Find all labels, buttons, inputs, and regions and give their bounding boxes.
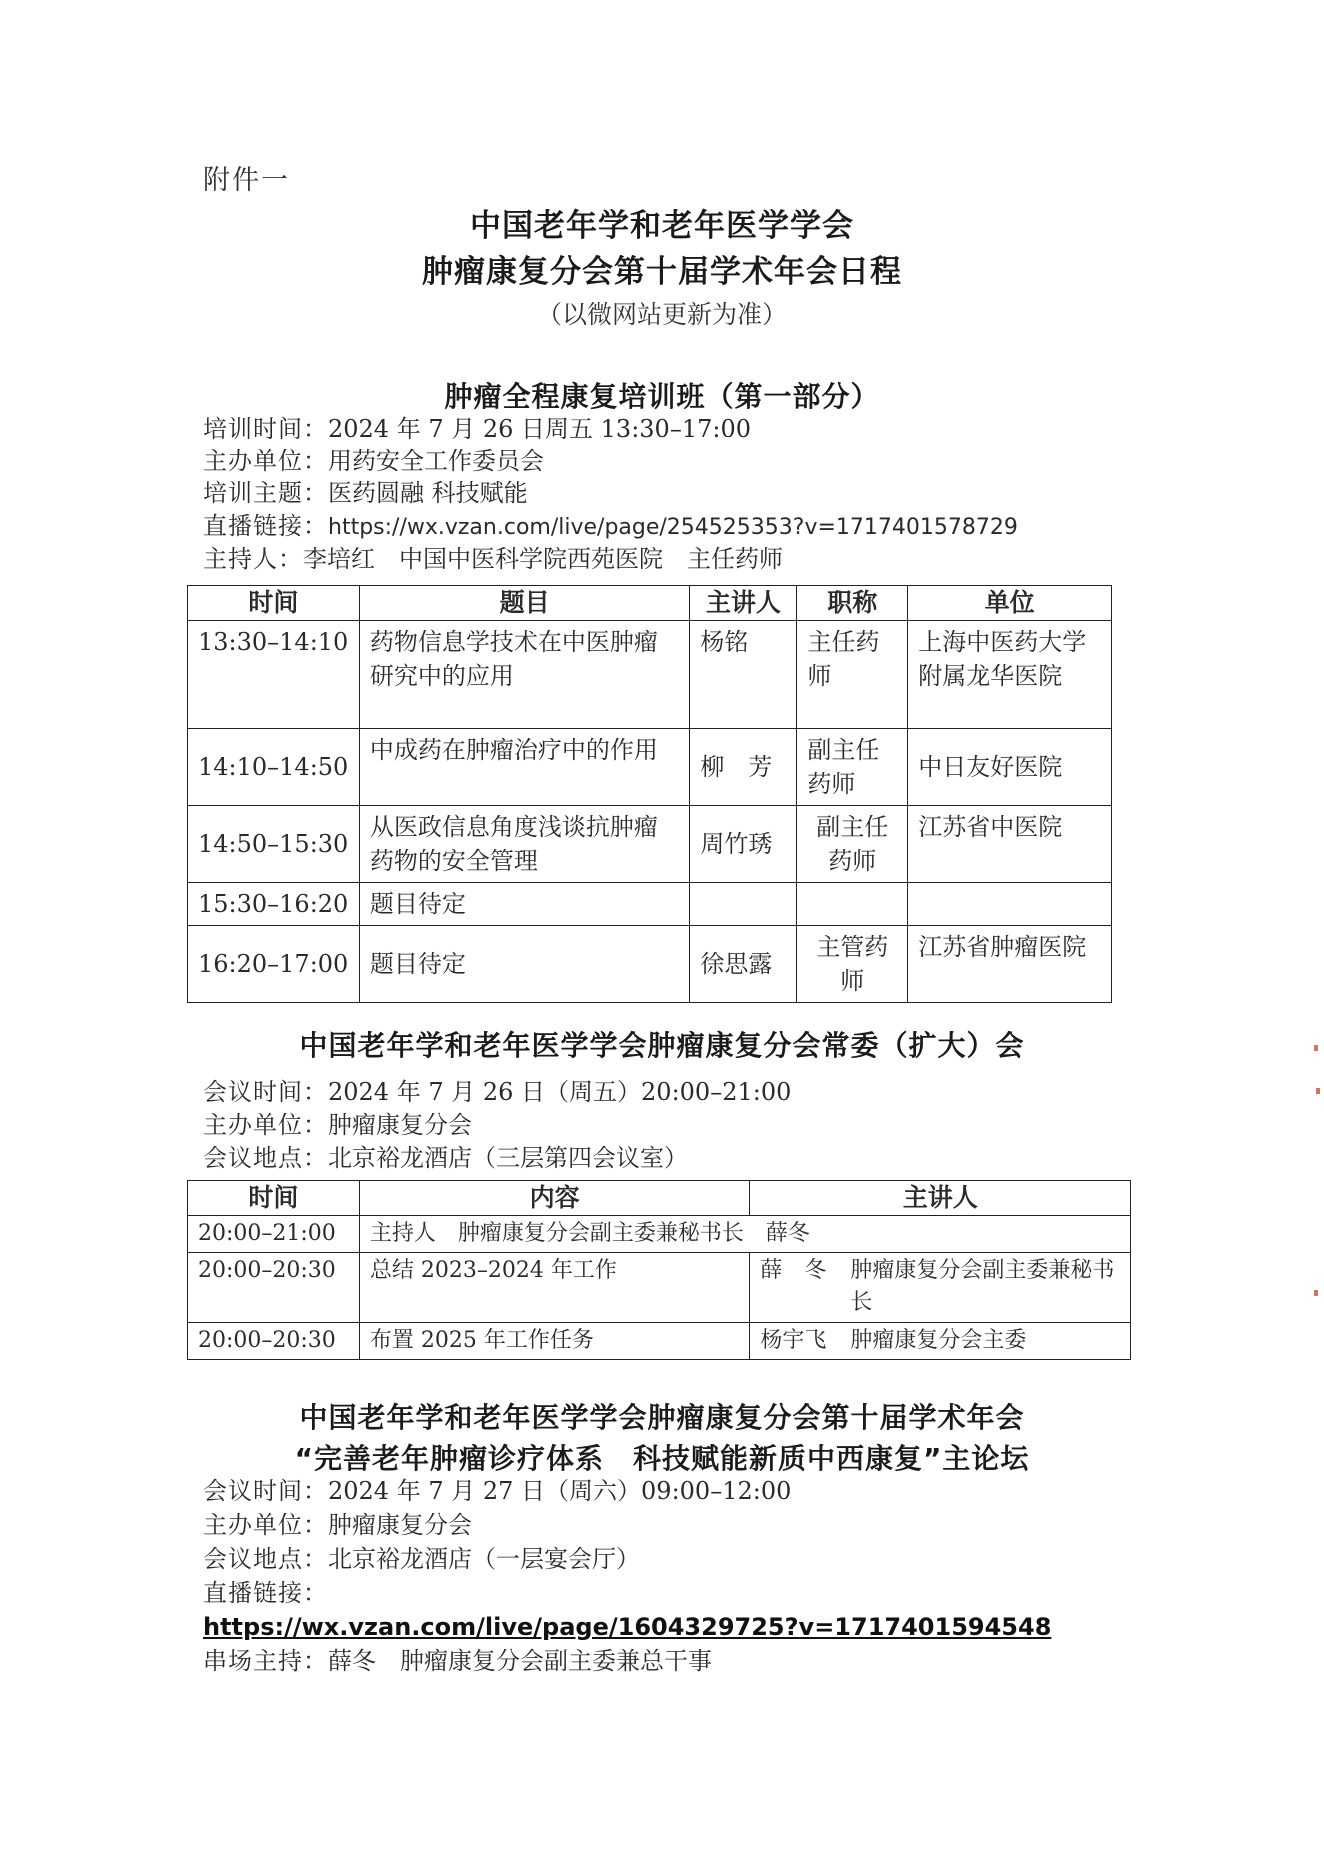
topic-cell: 从医政信息角度浅谈抗肿瘤药物的安全管理 xyxy=(359,806,690,883)
section2-title: 中国老年学和老年医学学会肿瘤康复分会常委（扩大）会 xyxy=(299,1029,1025,1062)
info-label: 直播链接： xyxy=(203,1579,328,1607)
section3-title-line1: 中国老年学和老年医学学会肿瘤康复分会第十届学术年会 xyxy=(299,1401,1025,1434)
unit-cell: 中日友好医院 xyxy=(908,729,1112,806)
speaker-cell xyxy=(750,1323,1131,1360)
info-value: 肿瘤康复分会 xyxy=(328,1111,472,1139)
header-cell: 单位 xyxy=(908,586,1112,621)
info-label: 主持人： xyxy=(203,545,303,573)
table-header-row xyxy=(188,586,1112,621)
info-value: 北京裕龙酒店（三层第四会议室） xyxy=(328,1144,688,1172)
header-cell: 内容 xyxy=(359,1181,750,1216)
section3-info-host xyxy=(203,1645,712,1677)
section2-info-location xyxy=(203,1142,688,1174)
info-label: 会议地点： xyxy=(203,1545,328,1573)
section3-info-time xyxy=(203,1475,791,1507)
header-cell: 主讲人 xyxy=(750,1181,1131,1216)
info-value: 北京裕龙酒店（一层宴会厅） xyxy=(328,1545,640,1573)
speaker-cell: 周竹琇 xyxy=(690,806,797,883)
info-label: 主办单位： xyxy=(203,1511,328,1539)
scan-speck xyxy=(1314,1045,1318,1051)
info-label: 串场主持： xyxy=(203,1647,328,1675)
time-cell: 14:10–14:50 xyxy=(188,729,360,806)
unit-cell xyxy=(908,883,1112,926)
info-value: 用药安全工作委员会 xyxy=(328,447,544,475)
time-cell: 13:30–14:10 xyxy=(188,621,360,729)
table-row xyxy=(188,1253,1131,1323)
section3-title-line2: “完善老年肿瘤诊疗体系 科技赋能新质中西康复”主论坛 xyxy=(294,1442,1030,1475)
info-label: 培训主题： xyxy=(203,479,328,507)
content-cell: 布置 2025 年工作任务 xyxy=(359,1323,750,1360)
section1-info-time xyxy=(203,413,751,445)
table-row xyxy=(188,883,1112,926)
table-row xyxy=(188,806,1112,883)
topic-cell: 中成药在肿瘤治疗中的作用 xyxy=(359,729,690,806)
info-value: 李培红 中国中医科学院西苑医院 主任药师 xyxy=(303,545,783,573)
stream-link[interactable]: https://wx.vzan.com/live/page/254525353?v=1717401578729 xyxy=(328,515,1018,540)
topic-cell: 题目待定 xyxy=(359,883,690,926)
speaker-role: 肿瘤康复分会副主委兼秘书长 xyxy=(850,1258,1115,1315)
content-cell: 总结 2023–2024 年工作 xyxy=(359,1253,750,1323)
table-row xyxy=(188,1323,1131,1360)
title-cell: 副主任药师 xyxy=(797,806,908,883)
stream-link[interactable]: https://wx.vzan.com/live/page/1604329725?v=1717401594548 xyxy=(203,1613,1052,1641)
info-label: 直播链接： xyxy=(203,512,328,540)
content-cell: 主持人 肿瘤康复分会副主委兼秘书长 薛冬 xyxy=(359,1216,1130,1253)
info-label: 主办单位： xyxy=(203,1111,328,1139)
section2-info-time xyxy=(203,1076,791,1108)
topic-cell: 药物信息学技术在中医肿瘤研究中的应用 xyxy=(359,621,690,729)
section3-info-organizer xyxy=(203,1509,472,1541)
time-cell: 15:30–16:20 xyxy=(188,883,360,926)
info-value: 薛冬 肿瘤康复分会副主委兼总干事 xyxy=(328,1647,712,1675)
title-cell: 副主任药师 xyxy=(797,729,908,806)
main-title-line2: 肿瘤康复分会第十届学术年会日程 xyxy=(422,254,902,290)
speaker-name: 杨宇飞 xyxy=(760,1328,827,1353)
title-cell: 主管药师 xyxy=(797,926,908,1003)
section1-info-stream xyxy=(203,510,1018,544)
info-label: 会议地点： xyxy=(203,1144,328,1172)
time-cell: 16:20–17:00 xyxy=(188,926,360,1003)
topic-cell: 题目待定 xyxy=(359,926,690,1003)
info-value: 医药圆融 科技赋能 xyxy=(328,479,528,507)
info-label: 主办单位： xyxy=(203,447,328,475)
unit-cell: 江苏省中医院 xyxy=(908,806,1112,883)
title-note: （以微网站更新为准） xyxy=(536,300,787,329)
header-cell: 时间 xyxy=(188,586,360,621)
section1-info-theme xyxy=(203,477,528,509)
info-value: 2024 年 7 月 26 日（周五）20:00–21:00 xyxy=(328,1078,792,1106)
section3-info-location xyxy=(203,1543,640,1575)
speaker-cell xyxy=(690,883,797,926)
title-cell xyxy=(797,883,908,926)
header-cell: 主讲人 xyxy=(690,586,797,621)
table-row xyxy=(188,926,1112,1003)
info-label: 会议时间： xyxy=(203,1477,328,1505)
speaker-cell: 杨铭 xyxy=(690,621,797,729)
main-title-line1: 中国老年学和老年医学学会 xyxy=(470,208,854,244)
title-cell: 主任药师 xyxy=(797,621,908,729)
header-cell: 题目 xyxy=(359,586,690,621)
time-cell: 20:00–21:00 xyxy=(188,1216,360,1253)
table-row xyxy=(188,729,1112,806)
scan-speck xyxy=(1314,1290,1318,1296)
info-label: 培训时间： xyxy=(203,415,328,443)
section1-info-host xyxy=(203,543,783,575)
attachment-label: 附件一 xyxy=(203,165,290,196)
scan-speck xyxy=(1316,1088,1320,1094)
unit-cell: 上海中医药大学附属龙华医院 xyxy=(908,621,1112,729)
speaker-role: 肿瘤康复分会主委 xyxy=(850,1328,1027,1353)
time-cell: 20:00–20:30 xyxy=(188,1253,360,1323)
section1-info-organizer xyxy=(203,445,544,477)
section2-info-organizer xyxy=(203,1109,472,1141)
time-cell: 14:50–15:30 xyxy=(188,806,360,883)
info-value: 2024 年 7 月 27 日（周六）09:00–12:00 xyxy=(328,1477,792,1505)
header-cell: 职称 xyxy=(797,586,908,621)
training-schedule-table xyxy=(187,585,1112,1003)
speaker-cell xyxy=(750,1253,1131,1323)
info-value: 2024 年 7 月 26 日周五 13:30–17:00 xyxy=(328,415,751,443)
info-label: 会议时间： xyxy=(203,1078,328,1106)
time-cell: 20:00–20:30 xyxy=(188,1323,360,1360)
committee-meeting-table xyxy=(187,1180,1131,1360)
table-header-row xyxy=(188,1181,1131,1216)
unit-cell: 江苏省肿瘤医院 xyxy=(908,926,1112,1003)
section3-info-stream xyxy=(203,1577,328,1609)
section1-title: 肿瘤全程康复培训班（第一部分） xyxy=(444,380,880,413)
section3-stream-link-row xyxy=(203,1611,1051,1643)
speaker-name: 薛 冬 xyxy=(760,1258,827,1283)
info-value: 肿瘤康复分会 xyxy=(328,1511,472,1539)
speaker-cell: 柳 芳 xyxy=(690,729,797,806)
table-row xyxy=(188,621,1112,729)
header-cell: 时间 xyxy=(188,1181,360,1216)
table-row xyxy=(188,1216,1131,1253)
speaker-cell: 徐思露 xyxy=(690,926,797,1003)
